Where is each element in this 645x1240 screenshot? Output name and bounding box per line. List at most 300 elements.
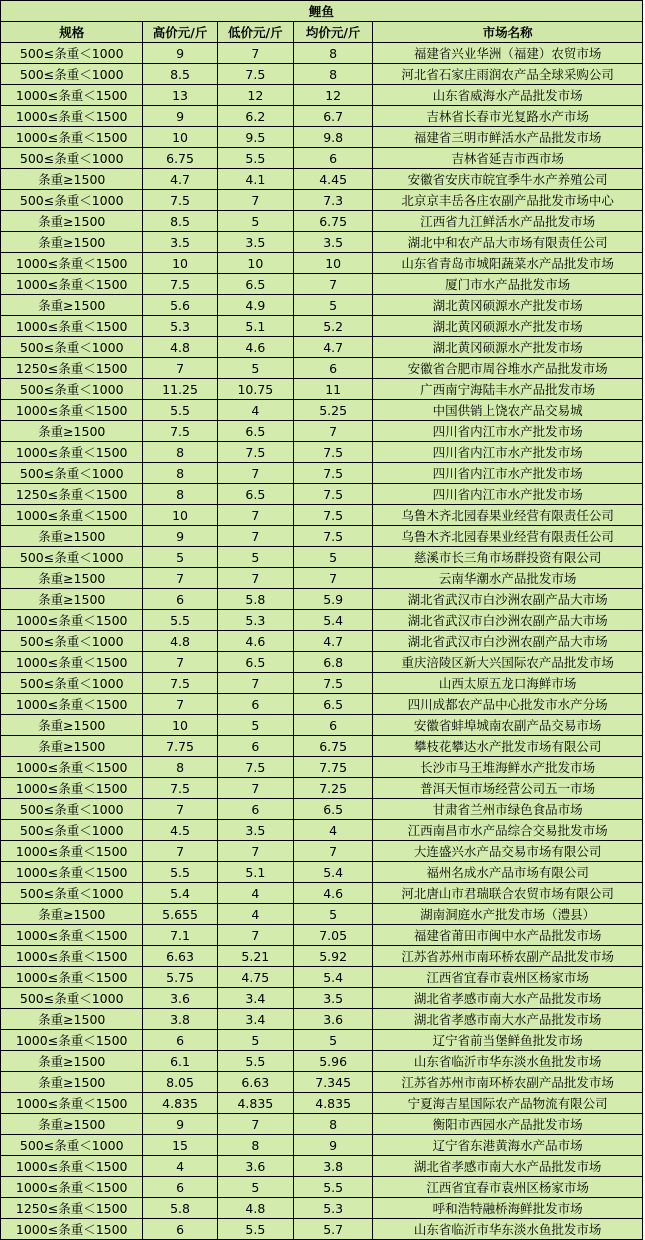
- cell-market: 普洱天恒市场经营公司五一市场: [373, 778, 643, 799]
- cell-avg-price: 7: [293, 274, 372, 295]
- cell-market: 河北省石家庄雨润农产品全球采购公司: [373, 64, 643, 85]
- table-row: [1, 925, 643, 946]
- cell-low-price: 7: [217, 526, 293, 547]
- table-row: [1, 421, 643, 442]
- table-row: [1, 211, 643, 232]
- cell-avg-price: 7.5: [293, 673, 372, 694]
- cell-high-price: 10: [143, 127, 217, 148]
- table-row: [1, 967, 643, 988]
- cell-market: 安徽省合肥市周谷堆水产品批发市场: [373, 358, 643, 379]
- table-row: [1, 190, 643, 211]
- cell-avg-price: 6.5: [293, 799, 372, 820]
- cell-low-price: 5: [217, 1030, 293, 1051]
- cell-market: 湖北省孝感市南大水产品批发市场: [373, 1156, 643, 1177]
- cell-avg-price: 4.835: [293, 1093, 372, 1114]
- cell-spec: 条重≥1500: [1, 211, 143, 232]
- cell-high-price: 15: [143, 1135, 217, 1156]
- cell-avg-price: 7.345: [293, 1072, 372, 1093]
- table-row: [1, 757, 643, 778]
- cell-market: 慈溪市长三角市场群投资有限公司: [373, 547, 643, 568]
- cell-high-price: 10: [143, 715, 217, 736]
- cell-spec: 1000≤条重＜1500: [1, 85, 143, 106]
- cell-low-price: 8: [217, 1135, 293, 1156]
- cell-high-price: 9: [143, 526, 217, 547]
- cell-spec: 1000≤条重＜1500: [1, 925, 143, 946]
- cell-market: 衡阳市西园水产品批发市场: [373, 1114, 643, 1135]
- cell-low-price: 7: [217, 673, 293, 694]
- cell-low-price: 6.2: [217, 106, 293, 127]
- header-high-price: 高价元/斤: [143, 22, 217, 43]
- cell-market: 湖北省武汉市白沙洲农副产品大市场: [373, 610, 643, 631]
- cell-high-price: 5.8: [143, 1198, 217, 1219]
- table-row: [1, 253, 643, 274]
- cell-spec: 条重≥1500: [1, 232, 143, 253]
- cell-avg-price: 9.8: [293, 127, 372, 148]
- cell-avg-price: 6: [293, 358, 372, 379]
- cell-avg-price: 5.96: [293, 1051, 372, 1072]
- cell-low-price: 10.75: [217, 379, 293, 400]
- cell-high-price: 8: [143, 463, 217, 484]
- cell-high-price: 10: [143, 505, 217, 526]
- cell-high-price: 4.7: [143, 169, 217, 190]
- cell-market: 湖北黄冈硕源水产批发市场: [373, 316, 643, 337]
- cell-high-price: 7: [143, 358, 217, 379]
- cell-avg-price: 10: [293, 253, 372, 274]
- cell-spec: 1000≤条重＜1500: [1, 505, 143, 526]
- cell-avg-price: 6: [293, 148, 372, 169]
- cell-spec: 1000≤条重＜1500: [1, 1030, 143, 1051]
- cell-high-price: 13: [143, 85, 217, 106]
- cell-low-price: 4.75: [217, 967, 293, 988]
- cell-spec: 条重≥1500: [1, 1009, 143, 1030]
- cell-spec: 1000≤条重＜1500: [1, 442, 143, 463]
- cell-avg-price: 3.8: [293, 1156, 372, 1177]
- cell-avg-price: 7.5: [293, 505, 372, 526]
- cell-market: 宁夏海吉星国际农产品物流有限公司: [373, 1093, 643, 1114]
- cell-low-price: 4.6: [217, 337, 293, 358]
- cell-high-price: 3.5: [143, 232, 217, 253]
- cell-spec: 500≤条重＜1000: [1, 1135, 143, 1156]
- cell-high-price: 6.1: [143, 1051, 217, 1072]
- cell-high-price: 6.63: [143, 946, 217, 967]
- cell-spec: 500≤条重＜1000: [1, 673, 143, 694]
- cell-spec: 条重≥1500: [1, 568, 143, 589]
- cell-high-price: 4: [143, 1156, 217, 1177]
- cell-low-price: 5.1: [217, 862, 293, 883]
- cell-avg-price: 7.5: [293, 442, 372, 463]
- cell-avg-price: 8: [293, 43, 372, 64]
- cell-market: 江西省宜春市袁州区杨家市场: [373, 1177, 643, 1198]
- cell-high-price: 9: [143, 43, 217, 64]
- cell-spec: 1000≤条重＜1500: [1, 1177, 143, 1198]
- cell-avg-price: 7.5: [293, 463, 372, 484]
- cell-low-price: 4: [217, 400, 293, 421]
- header-low-price: 低价元/斤: [217, 22, 293, 43]
- cell-avg-price: 5: [293, 904, 372, 925]
- cell-market: 江苏省苏州市南环桥农副产品批发市场: [373, 1072, 643, 1093]
- cell-low-price: 7: [217, 925, 293, 946]
- cell-avg-price: 6: [293, 715, 372, 736]
- table-row: [1, 652, 643, 673]
- cell-market: 大连盛兴水产品交易市场有限公司: [373, 841, 643, 862]
- cell-high-price: 7.75: [143, 736, 217, 757]
- cell-market: 江西南昌市水产品综合交易批发市场: [373, 820, 643, 841]
- cell-avg-price: 4.45: [293, 169, 372, 190]
- cell-spec: 1000≤条重＜1500: [1, 757, 143, 778]
- cell-low-price: 3.4: [217, 988, 293, 1009]
- table-row: [1, 106, 643, 127]
- cell-avg-price: 4.7: [293, 631, 372, 652]
- table-row: [1, 64, 643, 85]
- cell-low-price: 4.6: [217, 631, 293, 652]
- cell-high-price: 8: [143, 442, 217, 463]
- cell-market: 四川省内江市水产批发市场: [373, 484, 643, 505]
- cell-spec: 1000≤条重＜1500: [1, 778, 143, 799]
- cell-spec: 条重≥1500: [1, 421, 143, 442]
- cell-low-price: 7: [217, 43, 293, 64]
- cell-market: 福建省莆田市闽中水产品批发市场: [373, 925, 643, 946]
- cell-avg-price: 7: [293, 568, 372, 589]
- cell-avg-price: 5: [293, 547, 372, 568]
- table-row: [1, 148, 643, 169]
- cell-market: 湖北黄冈硕源水产批发市场: [373, 337, 643, 358]
- cell-market: 辽宁省前当堡鲜鱼批发市场: [373, 1030, 643, 1051]
- cell-spec: 500≤条重＜1000: [1, 190, 143, 211]
- cell-spec: 1000≤条重＜1500: [1, 127, 143, 148]
- cell-avg-price: 9: [293, 1135, 372, 1156]
- cell-high-price: 4.8: [143, 337, 217, 358]
- cell-avg-price: 12: [293, 85, 372, 106]
- table-row: [1, 85, 643, 106]
- cell-high-price: 5.5: [143, 400, 217, 421]
- cell-spec: 500≤条重＜1000: [1, 337, 143, 358]
- cell-low-price: 7: [217, 463, 293, 484]
- cell-high-price: 8.05: [143, 1072, 217, 1093]
- table-row: [1, 337, 643, 358]
- cell-market: 湖北省孝感市南大水产品批发市场: [373, 988, 643, 1009]
- cell-spec: 条重≥1500: [1, 589, 143, 610]
- cell-low-price: 4.9: [217, 295, 293, 316]
- cell-market: 江西省九江鲜活水产品批发市场: [373, 211, 643, 232]
- cell-low-price: 5: [217, 547, 293, 568]
- cell-spec: 500≤条重＜1000: [1, 883, 143, 904]
- cell-low-price: 4.1: [217, 169, 293, 190]
- cell-market: 江苏省苏州市南环桥农副产品批发市场: [373, 946, 643, 967]
- cell-spec: 1000≤条重＜1500: [1, 652, 143, 673]
- cell-avg-price: 5.25: [293, 400, 372, 421]
- cell-market: 四川省内江市水产批发市场: [373, 442, 643, 463]
- cell-spec: 条重≥1500: [1, 904, 143, 925]
- table-row: [1, 736, 643, 757]
- cell-low-price: 6.5: [217, 652, 293, 673]
- cell-market: 四川省内江市水产批发市场: [373, 463, 643, 484]
- cell-avg-price: 5.5: [293, 1177, 372, 1198]
- cell-market: 吉林省长春市光复路水产市场: [373, 106, 643, 127]
- table-row: [1, 358, 643, 379]
- cell-market: 吉林省延吉市西市场: [373, 148, 643, 169]
- cell-high-price: 10: [143, 253, 217, 274]
- cell-spec: 1000≤条重＜1500: [1, 400, 143, 421]
- header-market: 市场名称: [373, 22, 643, 43]
- cell-market: 乌鲁木齐北园春果业经营有限责任公司: [373, 505, 643, 526]
- cell-low-price: 3.4: [217, 1009, 293, 1030]
- table-row: [1, 988, 643, 1009]
- cell-high-price: 5.5: [143, 610, 217, 631]
- table-row: [1, 316, 643, 337]
- cell-high-price: 6: [143, 1219, 217, 1240]
- table-row: [1, 274, 643, 295]
- cell-spec: 500≤条重＜1000: [1, 43, 143, 64]
- cell-spec: 500≤条重＜1000: [1, 820, 143, 841]
- cell-high-price: 5: [143, 547, 217, 568]
- cell-avg-price: 5.2: [293, 316, 372, 337]
- cell-low-price: 5.8: [217, 589, 293, 610]
- cell-high-price: 7.5: [143, 274, 217, 295]
- table-row: [1, 232, 643, 253]
- table-row: [1, 589, 643, 610]
- cell-spec: 500≤条重＜1000: [1, 463, 143, 484]
- cell-low-price: 7: [217, 1114, 293, 1135]
- cell-spec: 1250≤条重＜1500: [1, 358, 143, 379]
- cell-high-price: 7.5: [143, 673, 217, 694]
- cell-low-price: 4: [217, 904, 293, 925]
- table-row: [1, 442, 643, 463]
- cell-low-price: 6.5: [217, 274, 293, 295]
- cell-avg-price: 4: [293, 820, 372, 841]
- table-row: [1, 526, 643, 547]
- table-row: [1, 484, 643, 505]
- cell-low-price: 5: [217, 1177, 293, 1198]
- cell-spec: 1000≤条重＜1500: [1, 253, 143, 274]
- cell-avg-price: 6.7: [293, 106, 372, 127]
- cell-market: 山东省临沂市华东淡水鱼批发市场: [373, 1051, 643, 1072]
- cell-market: 山西太原五龙口海鲜市场: [373, 673, 643, 694]
- table-row: [1, 505, 643, 526]
- cell-high-price: 4.8: [143, 631, 217, 652]
- cell-high-price: 4.5: [143, 820, 217, 841]
- cell-avg-price: 5.4: [293, 862, 372, 883]
- cell-spec: 1000≤条重＜1500: [1, 946, 143, 967]
- table-row: [1, 673, 643, 694]
- cell-low-price: 9.5: [217, 127, 293, 148]
- cell-avg-price: 7: [293, 841, 372, 862]
- cell-high-price: 9: [143, 1114, 217, 1135]
- cell-low-price: 5.3: [217, 610, 293, 631]
- cell-avg-price: 7.25: [293, 778, 372, 799]
- cell-spec: 1250≤条重＜1500: [1, 484, 143, 505]
- header-row: [1, 22, 643, 43]
- table-row: [1, 862, 643, 883]
- cell-market: 湖北省武汉市白沙洲农副产品大市场: [373, 631, 643, 652]
- cell-high-price: 7.5: [143, 190, 217, 211]
- table-row: [1, 1219, 643, 1240]
- cell-low-price: 7.5: [217, 442, 293, 463]
- cell-avg-price: 5.4: [293, 967, 372, 988]
- cell-market: 四川成都农产品中心批发市水产分场: [373, 694, 643, 715]
- cell-high-price: 6: [143, 1177, 217, 1198]
- cell-low-price: 4.8: [217, 1198, 293, 1219]
- table-body: [1, 43, 643, 1240]
- cell-spec: 500≤条重＜1000: [1, 988, 143, 1009]
- cell-high-price: 8.5: [143, 64, 217, 85]
- table-row: [1, 400, 643, 421]
- cell-spec: 1000≤条重＜1500: [1, 1156, 143, 1177]
- cell-high-price: 7.5: [143, 421, 217, 442]
- cell-low-price: 6: [217, 736, 293, 757]
- cell-low-price: 4.835: [217, 1093, 293, 1114]
- cell-high-price: 7: [143, 841, 217, 862]
- cell-avg-price: 11: [293, 379, 372, 400]
- cell-market: 江西省宜春市袁州区杨家市场: [373, 967, 643, 988]
- cell-low-price: 3.5: [217, 820, 293, 841]
- cell-low-price: 7: [217, 778, 293, 799]
- cell-spec: 1000≤条重＜1500: [1, 1219, 143, 1240]
- header-spec: 规格: [1, 22, 143, 43]
- cell-high-price: 7: [143, 568, 217, 589]
- cell-high-price: 3.8: [143, 1009, 217, 1030]
- table-row: [1, 1072, 643, 1093]
- table-row: [1, 904, 643, 925]
- cell-spec: 条重≥1500: [1, 736, 143, 757]
- cell-spec: 条重≥1500: [1, 295, 143, 316]
- cell-market: 甘肃省兰州市绿色食品市场: [373, 799, 643, 820]
- cell-spec: 500≤条重＜1000: [1, 799, 143, 820]
- cell-avg-price: 4.7: [293, 337, 372, 358]
- cell-low-price: 7.5: [217, 64, 293, 85]
- cell-avg-price: 7.75: [293, 757, 372, 778]
- cell-market: 山东省青岛市城阳蔬菜水产品批发市场: [373, 253, 643, 274]
- cell-spec: 500≤条重＜1000: [1, 631, 143, 652]
- cell-market: 乌鲁木齐北园春果业经营有限责任公司: [373, 526, 643, 547]
- title-row: [1, 1, 643, 22]
- cell-spec: 条重≥1500: [1, 1072, 143, 1093]
- cell-avg-price: 7.3: [293, 190, 372, 211]
- cell-spec: 条重≥1500: [1, 1051, 143, 1072]
- cell-avg-price: 5.9: [293, 589, 372, 610]
- cell-low-price: 4: [217, 883, 293, 904]
- table-title: 鲤鱼: [1, 1, 643, 22]
- cell-avg-price: 6.75: [293, 736, 372, 757]
- cell-low-price: 3.6: [217, 1156, 293, 1177]
- cell-avg-price: 6.8: [293, 652, 372, 673]
- cell-market: 河北唐山市君瑞联合农贸市场有限公司: [373, 883, 643, 904]
- cell-high-price: 4.835: [143, 1093, 217, 1114]
- cell-low-price: 6: [217, 694, 293, 715]
- cell-market: 云南华潮水产品批发市场: [373, 568, 643, 589]
- cell-high-price: 5.75: [143, 967, 217, 988]
- cell-high-price: 7.5: [143, 778, 217, 799]
- cell-avg-price: 7: [293, 421, 372, 442]
- cell-high-price: 8: [143, 757, 217, 778]
- cell-avg-price: 8: [293, 1114, 372, 1135]
- cell-avg-price: 3.5: [293, 988, 372, 1009]
- cell-low-price: 3.5: [217, 232, 293, 253]
- cell-high-price: 5.3: [143, 316, 217, 337]
- cell-low-price: 7: [217, 190, 293, 211]
- cell-spec: 500≤条重＜1000: [1, 379, 143, 400]
- cell-spec: 1000≤条重＜1500: [1, 106, 143, 127]
- cell-low-price: 6.5: [217, 421, 293, 442]
- cell-high-price: 5.655: [143, 904, 217, 925]
- cell-low-price: 5: [217, 715, 293, 736]
- cell-market: 山东省威海水产品批发市场: [373, 85, 643, 106]
- table-row: [1, 1009, 643, 1030]
- cell-market: 福建省三明市鲜活水产品批发市场: [373, 127, 643, 148]
- cell-avg-price: 5.7: [293, 1219, 372, 1240]
- table-row: [1, 631, 643, 652]
- cell-market: 北京京丰岳各庄农副产品批发市场中心: [373, 190, 643, 211]
- cell-avg-price: 6.75: [293, 211, 372, 232]
- cell-spec: 1000≤条重＜1500: [1, 610, 143, 631]
- cell-low-price: 6: [217, 799, 293, 820]
- cell-high-price: 7: [143, 652, 217, 673]
- cell-avg-price: 5.4: [293, 610, 372, 631]
- table-row: [1, 295, 643, 316]
- cell-high-price: 7: [143, 694, 217, 715]
- cell-market: 湖南洞庭水产批发市场（澧县）: [373, 904, 643, 925]
- cell-low-price: 5: [217, 211, 293, 232]
- cell-market: 长沙市马王堆海鲜水产批发市场: [373, 757, 643, 778]
- table-row: [1, 610, 643, 631]
- table-row: [1, 127, 643, 148]
- cell-low-price: 12: [217, 85, 293, 106]
- cell-market: 辽宁省东港黄海水产品市场: [373, 1135, 643, 1156]
- cell-spec: 1000≤条重＜1500: [1, 841, 143, 862]
- table-row: [1, 841, 643, 862]
- cell-low-price: 5.5: [217, 1051, 293, 1072]
- cell-spec: 1000≤条重＜1500: [1, 274, 143, 295]
- cell-spec: 条重≥1500: [1, 1114, 143, 1135]
- table-row: [1, 1093, 643, 1114]
- cell-low-price: 5: [217, 358, 293, 379]
- cell-spec: 条重≥1500: [1, 169, 143, 190]
- cell-spec: 1000≤条重＜1500: [1, 694, 143, 715]
- cell-low-price: 6.63: [217, 1072, 293, 1093]
- cell-market: 安徽省安庆市皖宜季牛水产养殖公司: [373, 169, 643, 190]
- cell-market: 厦门市水产品批发市场: [373, 274, 643, 295]
- cell-avg-price: 5: [293, 1030, 372, 1051]
- table-row: [1, 820, 643, 841]
- cell-high-price: 3.6: [143, 988, 217, 1009]
- table-row: [1, 1051, 643, 1072]
- cell-avg-price: 7.05: [293, 925, 372, 946]
- cell-low-price: 7: [217, 505, 293, 526]
- table-row: [1, 1198, 643, 1219]
- cell-low-price: 5.5: [217, 148, 293, 169]
- table-row: [1, 568, 643, 589]
- cell-avg-price: 7.5: [293, 526, 372, 547]
- cell-high-price: 5.4: [143, 883, 217, 904]
- cell-spec: 500≤条重＜1000: [1, 547, 143, 568]
- cell-market: 中国供销上饶农产品交易城: [373, 400, 643, 421]
- cell-high-price: 5.5: [143, 862, 217, 883]
- cell-avg-price: 5.92: [293, 946, 372, 967]
- table-row: [1, 1177, 643, 1198]
- cell-low-price: 10: [217, 253, 293, 274]
- cell-spec: 1000≤条重＜1500: [1, 316, 143, 337]
- table-row: [1, 715, 643, 736]
- cell-market: 湖北黄冈硕源水产批发市场: [373, 295, 643, 316]
- cell-spec: 1000≤条重＜1500: [1, 862, 143, 883]
- cell-high-price: 11.25: [143, 379, 217, 400]
- cell-avg-price: 8: [293, 64, 372, 85]
- cell-high-price: 6.75: [143, 148, 217, 169]
- cell-avg-price: 3.6: [293, 1009, 372, 1030]
- cell-high-price: 6: [143, 1030, 217, 1051]
- cell-low-price: 7.5: [217, 757, 293, 778]
- cell-low-price: 6.5: [217, 484, 293, 505]
- table-row: [1, 778, 643, 799]
